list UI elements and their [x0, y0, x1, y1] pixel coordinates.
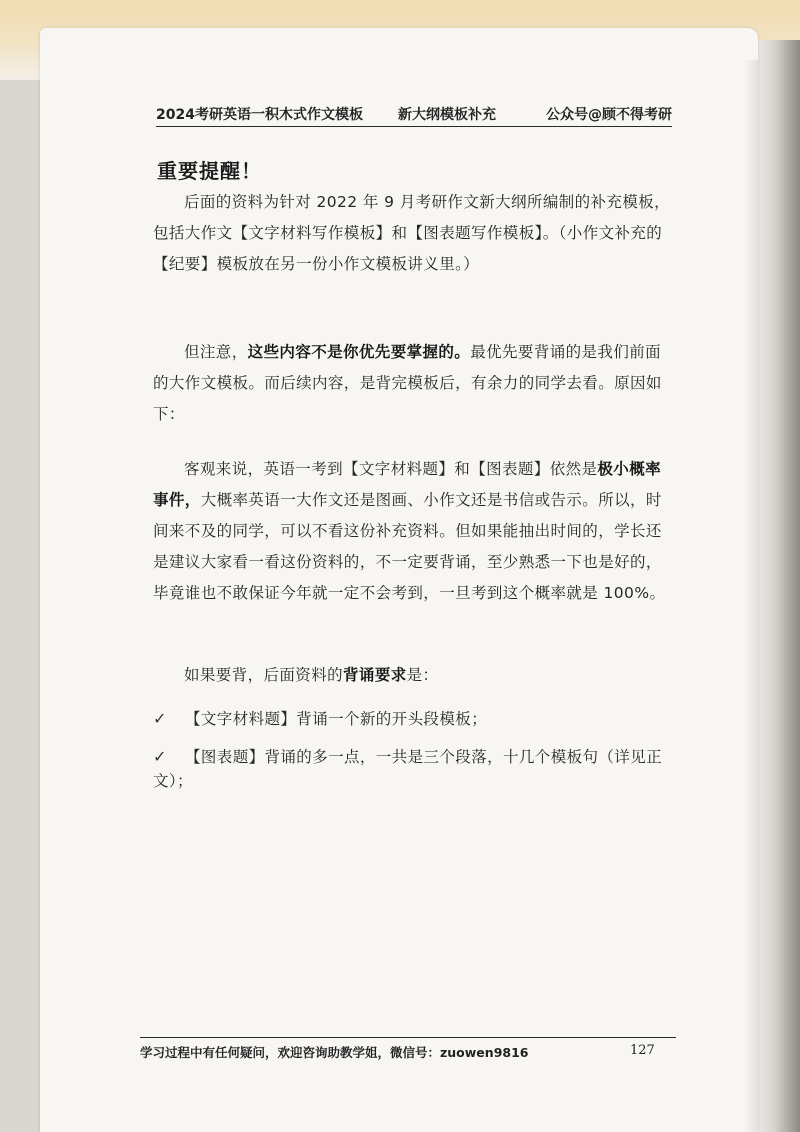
paragraph-requirements: [153, 660, 673, 691]
check-icon: ✓: [153, 709, 167, 728]
paragraph-reason: [153, 454, 673, 609]
paragraph-priority-rest: 最优先要背诵的是我们前面的大作文模板。而后续内容，是背完模板后，有余力的同学去看。原因如下：: [153, 343, 662, 423]
footer-contact: 学习过程中有任何疑问，欢迎咨询助教学姐，微信号：zuowen9816: [140, 1045, 529, 1060]
paragraph-priority-lead: 但注意，: [184, 343, 248, 361]
header-rule: [156, 126, 672, 127]
page-title: 重要提醒！: [157, 159, 262, 183]
header-account: 公众号@顾不得考研: [546, 107, 672, 123]
page-fold-shadow: [744, 60, 758, 1132]
footer-rule: [140, 1037, 676, 1038]
checklist-item-text: 【文字材料题】背诵一个新的开头段模板；: [185, 710, 488, 728]
checklist-item: [153, 745, 673, 793]
page-number: 127: [630, 1043, 655, 1058]
checklist-item: [153, 707, 673, 731]
paragraph-reason-lead: 客观来说，英语一考到【文字材料题】和【图表题】依然是: [184, 460, 598, 478]
paragraph-intro: [153, 187, 673, 280]
checklist-item-text: 【图表题】背诵的多一点，一共是三个段落，十几个模板句（详见正文）；: [153, 748, 663, 790]
paragraph-intro-text: 后面的资料为针对 2022 年 9 月考研作文新大纲所编制的补充模板，包括大作文【文字材料写作模板】和【图表题写作模板】。（小作文补充的【纪要】模板放在另一份小作文模板讲义里。）: [153, 193, 671, 273]
paragraph-requirements-emphasis: 背诵要求: [343, 666, 407, 684]
paragraph-priority: [153, 337, 673, 430]
check-icon: ✓: [153, 747, 167, 766]
running-header: [156, 104, 672, 126]
paragraph-priority-emphasis: 这些内容不是你优先要掌握的。: [247, 343, 471, 361]
header-book-title: 2024考研英语一积木式作文模板: [156, 107, 363, 123]
paragraph-requirements-lead: 如果要背，后面资料的: [184, 666, 344, 684]
paragraph-requirements-rest: 是：: [406, 666, 439, 684]
header-section-title: 新大纲模板补充: [398, 107, 496, 123]
paragraph-reason-emphasis: 极小概率事件，: [153, 460, 662, 509]
paragraph-reason-rest: 大概率英语一大作文还是图画、小作文还是书信或告示。所以，时间来不及的同学，可以不看这份补充资料。但如果能抽出时间的，学长还是建议大家看一看这份资料的，不一定要背诵，至少熟悉一下也是好的，毕竟谁也不敢保证今年就一定不会考到，一旦考到这个概率就是 100%。: [153, 491, 666, 602]
book-right-edge: [758, 40, 800, 1132]
